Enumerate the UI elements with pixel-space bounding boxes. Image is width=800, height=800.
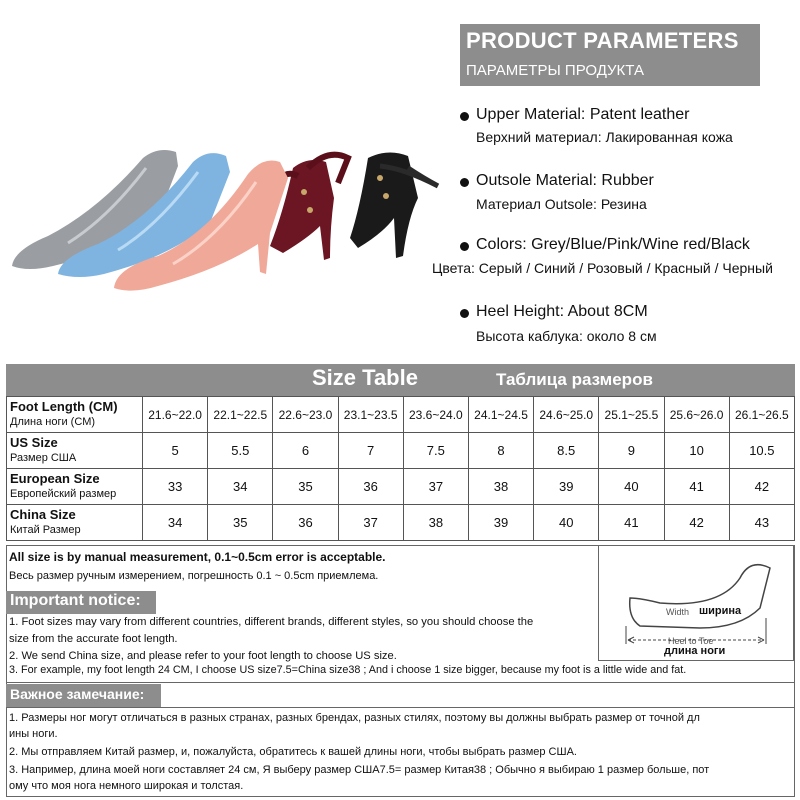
size-cell: 5: [143, 433, 208, 469]
size-row-label-en: US Size: [10, 435, 58, 450]
size-table-header: [6, 364, 795, 396]
parameters-title: PRODUCT PARAMETERS: [466, 28, 739, 53]
size-cell: 35: [273, 469, 338, 505]
size-cell: 39: [534, 469, 599, 505]
size-cell: 25.6~26.0: [664, 397, 729, 433]
measurement-note-en: All size is by manual measurement, 0.1~0.5cm error is acceptable.: [9, 550, 386, 564]
size-cell: 40: [534, 505, 599, 541]
size-cell: 37: [338, 505, 403, 541]
product-shoes-image: [8, 138, 453, 296]
size-cell: 42: [664, 505, 729, 541]
parameters-subtitle: ПАРАМЕТРЫ ПРОДУКТА: [466, 62, 644, 79]
notice-line: 2. We send China size, and please refer to your foot length to choose US size.: [9, 650, 397, 662]
size-cell: 33: [143, 469, 208, 505]
size-row-label: [7, 469, 143, 505]
size-cell: 10: [664, 433, 729, 469]
foot-width-en: Width: [666, 607, 690, 617]
foot-width-ru: ширина: [699, 605, 742, 617]
size-row-label-ru: Европейский размер: [10, 488, 117, 500]
bullet-icon: [460, 309, 469, 318]
size-table-title-ru: Таблица размеров: [496, 370, 653, 389]
divider: [6, 707, 795, 708]
size-row-label-en: European Size: [10, 471, 100, 486]
size-cell: 34: [208, 469, 273, 505]
size-row: [7, 397, 795, 433]
size-cell: 38: [468, 469, 533, 505]
size-row-label-ru: Размер США: [10, 452, 77, 464]
size-cell: 9: [599, 433, 664, 469]
notice-line: size from the accurate foot length.: [9, 633, 178, 645]
size-cell: 24.6~25.0: [534, 397, 599, 433]
size-cell: 36: [338, 469, 403, 505]
foot-length-ru: длина ноги: [664, 645, 726, 657]
notice-ru-label: Важное замечание:: [10, 686, 145, 702]
size-cell: 34: [143, 505, 208, 541]
size-cell: 26.1~26.5: [729, 397, 794, 433]
notice-line: 1. Foot sizes may vary from different countries, different brands, different styles, so you should choose the: [9, 616, 534, 628]
notice-ru-line: 3. Например, длина моей ноги составляет 24 см, Я выберу размер США7.5= размер Китая38 ; Обычно я выбираю 1 размер больше, пот: [9, 764, 710, 776]
size-cell: 35: [208, 505, 273, 541]
size-cell: 41: [664, 469, 729, 505]
size-row: [7, 505, 795, 541]
size-cell: 37: [403, 469, 468, 505]
spec-colors-en: Colors: Grey/Blue/Pink/Wine red/Black: [476, 236, 750, 253]
size-row-label: [7, 505, 143, 541]
notice-ru-line: 1. Размеры ног могут отличаться в разных странах, разных брендах, разных стилях, поэтому вы должны выбрать размер от точной дл: [9, 712, 700, 724]
size-row-label: [7, 433, 143, 469]
bullet-icon: [460, 242, 469, 251]
size-cell: 8: [468, 433, 533, 469]
size-cell: 6: [273, 433, 338, 469]
size-cell: 5.5: [208, 433, 273, 469]
size-cell: 7.5: [403, 433, 468, 469]
size-row-label: [7, 397, 143, 433]
spec-upper-ru: Верхний материал: Лакированная кожа: [476, 129, 733, 145]
size-cell: 43: [729, 505, 794, 541]
spec-heel-ru: Высота каблука: около 8 см: [476, 328, 657, 344]
spec-outsole-en: Outsole Material: Rubber: [476, 172, 654, 189]
size-cell: 24.1~24.5: [468, 397, 533, 433]
size-table: [6, 364, 795, 541]
notice-ru-line: 2. Мы отправляем Китай размер, и, пожалуйста, обратитесь к вашей длины ноги, чтобы выбрать размер США.: [9, 746, 577, 758]
size-cell: 8.5: [534, 433, 599, 469]
size-cell: 36: [273, 505, 338, 541]
size-cell: 23.6~24.0: [403, 397, 468, 433]
size-cell: 41: [599, 505, 664, 541]
notice-ru-line: ины ноги.: [9, 728, 58, 740]
size-row: [7, 433, 795, 469]
size-row: [7, 469, 795, 505]
bullet-icon: [460, 178, 469, 187]
size-row-label-ru: Китай Размер: [10, 524, 81, 536]
bullet-icon: [460, 112, 469, 121]
black-shoe: [350, 152, 438, 258]
spec-upper-en: Upper Material: Patent leather: [476, 106, 690, 123]
size-cell: 25.1~25.5: [599, 397, 664, 433]
size-row-label-en: Foot Length (CM): [10, 399, 118, 414]
notice-line: 3. For example, my foot length 24 CM, I choose US size7.5=China size38 ; And i choose 1 size bigger, because my foot is a little wide and fat.: [9, 664, 687, 676]
spec-outsole-ru: Материал Outsole: Резина: [476, 196, 647, 212]
size-table-title: Size Table: [312, 365, 418, 390]
size-cell: 40: [599, 469, 664, 505]
foot-length-en: Heel to Toe: [668, 636, 714, 646]
size-cell: 7: [338, 433, 403, 469]
size-row-label-ru: Длина ноги (CM): [10, 416, 96, 428]
notice-label: Important notice:: [10, 592, 141, 609]
spec-colors-ru: Цвета: Серый / Синий / Розовый / Красный / Черный: [432, 260, 773, 276]
size-cell: 22.6~23.0: [273, 397, 338, 433]
size-cell: 42: [729, 469, 794, 505]
size-grid: [6, 396, 795, 541]
measurement-note-ru: Весь размер ручным измерением, погрешность 0.1 ~ 0.5cm приемлема.: [9, 570, 379, 582]
size-cell: 10.5: [729, 433, 794, 469]
size-cell: 38: [403, 505, 468, 541]
size-row-label-en: China Size: [10, 507, 76, 522]
spec-heel-en: Heel Height: About 8CM: [476, 303, 648, 320]
size-cell: 21.6~22.0: [143, 397, 208, 433]
notice-ru-line: ому что моя нога немного широкая и толстая.: [9, 780, 244, 792]
divider: [6, 682, 795, 683]
size-cell: 39: [468, 505, 533, 541]
size-cell: 22.1~22.5: [208, 397, 273, 433]
size-cell: 23.1~23.5: [338, 397, 403, 433]
